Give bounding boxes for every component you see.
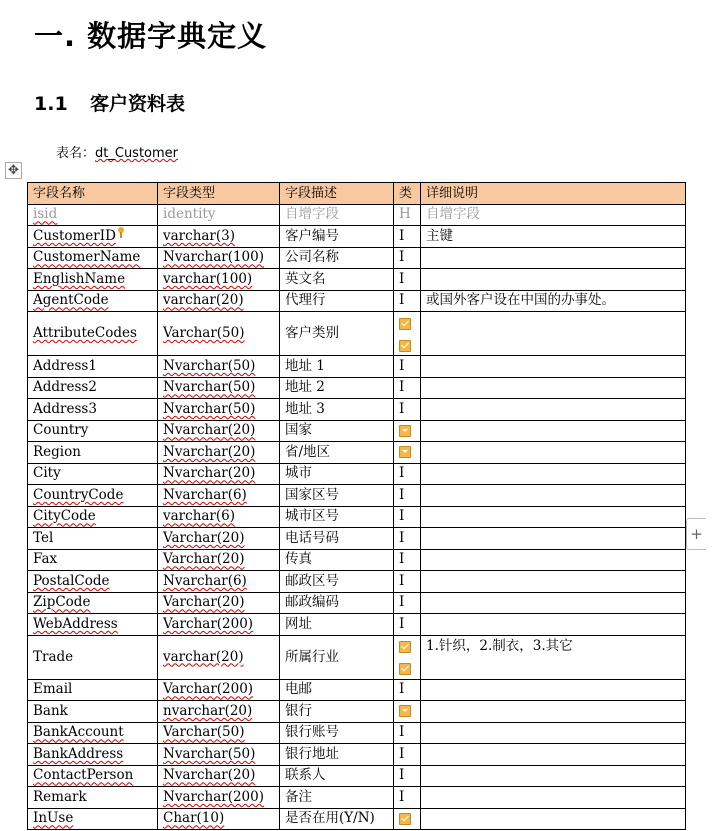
table-row bbox=[28, 787, 686, 809]
field-kind-cell bbox=[394, 356, 421, 378]
table-row bbox=[28, 226, 686, 248]
field-name-cell-text: CustomerID bbox=[33, 227, 116, 244]
field-type-cell bbox=[158, 442, 280, 464]
document-heading-1: 一. 数据字典定义 bbox=[34, 19, 268, 53]
field-name-cell-text: AgentCode bbox=[33, 292, 109, 309]
plus-icon[interactable]: + bbox=[686, 518, 706, 550]
field-type-cell bbox=[158, 290, 280, 312]
field-type-cell-text: Nvarchar(6) bbox=[163, 486, 247, 503]
field-name-cell bbox=[28, 420, 158, 442]
field-kind-text: I bbox=[399, 724, 405, 741]
field-type-cell-text: Nvarchar(20) bbox=[163, 767, 256, 784]
field-detail-cell bbox=[421, 808, 686, 830]
field-type-cell bbox=[158, 722, 280, 744]
field-name-cell-text: PostalCode bbox=[33, 572, 110, 589]
field-desc-cell-text: 银行地址 bbox=[285, 745, 339, 762]
field-desc-cell bbox=[280, 442, 394, 464]
field-desc-cell-text: 是否在用(Y/N) bbox=[285, 810, 375, 827]
field-detail-cell bbox=[421, 290, 686, 312]
field-kind-cell[interactable] bbox=[394, 312, 421, 356]
field-type-cell bbox=[158, 356, 280, 378]
field-desc-cell-text: 英文名 bbox=[285, 270, 326, 287]
field-detail-cell-text: 自增字段 bbox=[426, 206, 480, 223]
field-type-cell bbox=[158, 614, 280, 636]
field-desc-cell bbox=[280, 701, 394, 723]
field-kind-text: I bbox=[399, 529, 405, 546]
field-kind-cell bbox=[394, 377, 421, 399]
field-desc-cell-text: 电话号码 bbox=[285, 529, 339, 546]
field-name-cell-text: CountryCode bbox=[33, 486, 124, 503]
field-desc-cell-text: 国家 bbox=[285, 422, 312, 439]
field-kind-text: I bbox=[399, 227, 405, 244]
field-type-cell-text: Nvarchar(20) bbox=[163, 465, 256, 482]
field-kind-cell bbox=[394, 592, 421, 614]
field-name-cell bbox=[28, 635, 158, 679]
field-desc-cell-text: 公司名称 bbox=[285, 249, 339, 266]
field-name-cell bbox=[28, 787, 158, 809]
field-desc-cell-text: 地址 2 bbox=[285, 379, 325, 396]
field-name-cell-text: CityCode bbox=[33, 508, 96, 525]
field-name-cell-text: CustomerName bbox=[33, 249, 141, 266]
field-detail-cell bbox=[421, 485, 686, 507]
field-detail-cell bbox=[421, 744, 686, 766]
field-desc-cell bbox=[280, 247, 394, 269]
field-kind-text: I bbox=[399, 357, 405, 374]
field-kind-text: I bbox=[399, 508, 405, 525]
field-name-cell bbox=[28, 399, 158, 421]
field-desc-cell-text: 地址 1 bbox=[285, 357, 325, 374]
field-kind-text: I bbox=[399, 745, 405, 762]
field-name-cell bbox=[28, 247, 158, 269]
data-dictionary-table bbox=[27, 182, 686, 830]
field-name-cell bbox=[28, 290, 158, 312]
field-name-cell bbox=[28, 377, 158, 399]
field-detail-cell bbox=[421, 312, 686, 356]
field-type-cell-text: Nvarchar(50) bbox=[163, 357, 256, 374]
field-detail-cell bbox=[421, 787, 686, 809]
field-detail-cell bbox=[421, 679, 686, 701]
field-kind-cell[interactable] bbox=[394, 635, 421, 679]
field-type-cell-text: varchar(3) bbox=[163, 227, 236, 244]
table-row bbox=[28, 356, 686, 378]
table-name-line bbox=[56, 142, 178, 161]
field-desc-cell-text: 银行账号 bbox=[285, 724, 339, 741]
field-kind-text: I bbox=[399, 572, 405, 589]
field-desc-cell bbox=[280, 356, 394, 378]
field-detail-cell bbox=[421, 549, 686, 571]
field-desc-cell bbox=[280, 787, 394, 809]
field-name-cell bbox=[28, 571, 158, 593]
field-desc-cell bbox=[280, 722, 394, 744]
field-type-cell-text: nvarchar(20) bbox=[163, 702, 253, 719]
field-name-cell-text: WebAddress bbox=[33, 615, 118, 632]
field-kind-text: I bbox=[399, 249, 405, 266]
field-type-cell-text: Char(10) bbox=[163, 810, 225, 827]
field-detail-cell bbox=[421, 247, 686, 269]
field-desc-cell bbox=[280, 506, 394, 528]
field-desc-cell bbox=[280, 485, 394, 507]
table-row bbox=[28, 528, 686, 550]
checkbox-icon[interactable] bbox=[399, 340, 411, 352]
field-type-cell-text: Nvarchar(100) bbox=[163, 249, 264, 266]
field-kind-cell bbox=[394, 506, 421, 528]
field-detail-cell-text: 主键 bbox=[426, 227, 453, 244]
field-name-cell bbox=[28, 679, 158, 701]
field-type-cell-text: Nvarchar(20) bbox=[163, 443, 256, 460]
table-row bbox=[28, 420, 686, 442]
table-row bbox=[28, 312, 686, 356]
field-name-cell bbox=[28, 506, 158, 528]
table-name-label: 表名： bbox=[56, 146, 96, 161]
field-name-cell-text: Fax bbox=[33, 551, 58, 568]
field-name-cell-text: ZipCode bbox=[33, 594, 91, 611]
field-desc-cell bbox=[280, 549, 394, 571]
field-name-cell-text: isid bbox=[33, 206, 58, 223]
field-name-cell-text: InUse bbox=[33, 810, 74, 827]
field-desc-cell-text: 联系人 bbox=[285, 767, 326, 784]
field-kind-text: I bbox=[399, 551, 405, 568]
field-kind-cell bbox=[394, 399, 421, 421]
table-name-value: dt_Customer bbox=[95, 146, 179, 161]
field-kind-cell[interactable] bbox=[394, 701, 421, 723]
field-desc-cell bbox=[280, 290, 394, 312]
field-type-cell bbox=[158, 506, 280, 528]
section-number: 1.1 bbox=[34, 93, 68, 115]
field-detail-cell bbox=[421, 528, 686, 550]
field-desc-cell bbox=[280, 420, 394, 442]
column-header: 类 bbox=[394, 183, 421, 205]
dropdown-icon[interactable] bbox=[399, 425, 411, 437]
field-desc-cell bbox=[280, 679, 394, 701]
field-detail-cell bbox=[421, 506, 686, 528]
table-row bbox=[28, 290, 686, 312]
table-row bbox=[28, 701, 686, 723]
field-name-cell bbox=[28, 592, 158, 614]
table-row bbox=[28, 592, 686, 614]
field-detail-cell bbox=[421, 722, 686, 744]
field-type-cell-text: Varchar(200) bbox=[163, 681, 254, 698]
field-type-cell bbox=[158, 269, 280, 291]
field-detail-cell bbox=[421, 420, 686, 442]
field-kind-text: I bbox=[399, 615, 405, 632]
field-kind-text: I bbox=[399, 465, 405, 482]
field-type-cell-text: varchar(6) bbox=[163, 508, 236, 525]
field-name-cell bbox=[28, 722, 158, 744]
field-kind-cell bbox=[394, 269, 421, 291]
field-name-cell-text: Address3 bbox=[33, 400, 97, 417]
field-name-cell-text: BankAddress bbox=[33, 745, 124, 762]
field-desc-cell-text: 电邮 bbox=[285, 681, 312, 698]
field-desc-cell bbox=[280, 463, 394, 485]
table-row bbox=[28, 808, 686, 830]
field-type-cell bbox=[158, 635, 280, 679]
field-name-cell-text: Region bbox=[33, 443, 81, 460]
field-name-cell-text: EnglishName bbox=[33, 270, 126, 287]
table-row bbox=[28, 549, 686, 571]
table-row bbox=[28, 377, 686, 399]
field-type-cell bbox=[158, 787, 280, 809]
field-name-cell-text: AttributeCodes bbox=[33, 325, 137, 341]
checkbox-icon[interactable] bbox=[399, 663, 411, 675]
field-type-cell bbox=[158, 204, 280, 226]
field-kind-cell bbox=[394, 765, 421, 787]
field-name-cell bbox=[28, 356, 158, 378]
field-type-cell-text: Nvarchar(50) bbox=[163, 379, 256, 396]
field-desc-cell bbox=[280, 571, 394, 593]
field-name-cell bbox=[28, 701, 158, 723]
field-name-cell bbox=[28, 463, 158, 485]
field-kind-text: I bbox=[399, 788, 405, 805]
field-name-cell bbox=[28, 485, 158, 507]
table-row bbox=[28, 442, 686, 464]
field-type-cell-text: Nvarchar(20) bbox=[163, 422, 256, 439]
field-type-cell-text: Varchar(50) bbox=[163, 724, 245, 741]
dropdown-icon[interactable] bbox=[399, 705, 411, 717]
field-desc-cell-text: 城市 bbox=[285, 465, 312, 482]
field-desc-cell-text: 备注 bbox=[285, 788, 312, 805]
field-type-cell bbox=[158, 679, 280, 701]
field-desc-cell bbox=[280, 226, 394, 248]
field-type-cell-text: Varchar(20) bbox=[163, 529, 245, 546]
field-desc-cell bbox=[280, 528, 394, 550]
field-kind-cell bbox=[394, 679, 421, 701]
field-desc-cell-text: 邮政区号 bbox=[285, 572, 339, 589]
field-type-cell bbox=[158, 744, 280, 766]
table-row bbox=[28, 463, 686, 485]
field-kind-cell bbox=[394, 528, 421, 550]
field-kind-cell bbox=[394, 787, 421, 809]
field-kind-cell bbox=[394, 204, 421, 226]
field-kind-cell bbox=[394, 614, 421, 636]
table-row bbox=[28, 571, 686, 593]
field-kind-cell[interactable] bbox=[394, 420, 421, 442]
field-name-cell bbox=[28, 204, 158, 226]
field-desc-cell bbox=[280, 744, 394, 766]
field-desc-cell bbox=[280, 614, 394, 636]
field-detail-cell bbox=[421, 377, 686, 399]
field-type-cell bbox=[158, 701, 280, 723]
table-row bbox=[28, 722, 686, 744]
field-type-cell-text: Varchar(50) bbox=[163, 325, 245, 341]
field-name-cell bbox=[28, 614, 158, 636]
field-type-cell bbox=[158, 808, 280, 830]
field-type-cell-text: Nvarchar(6) bbox=[163, 572, 247, 589]
field-detail-cell bbox=[421, 356, 686, 378]
field-type-cell bbox=[158, 571, 280, 593]
field-kind-cell bbox=[394, 290, 421, 312]
field-name-cell-text: Trade bbox=[33, 648, 74, 665]
field-type-cell bbox=[158, 377, 280, 399]
table-row bbox=[28, 765, 686, 787]
table-row bbox=[28, 635, 686, 679]
field-detail-cell bbox=[421, 269, 686, 291]
field-desc-cell-text: 客户类别 bbox=[285, 325, 339, 341]
field-desc-cell-text: 传真 bbox=[285, 551, 312, 568]
field-name-cell bbox=[28, 442, 158, 464]
field-kind-text: I bbox=[399, 270, 405, 287]
field-name-cell-text: City bbox=[33, 465, 61, 482]
field-kind-text: H bbox=[399, 206, 411, 223]
field-kind-cell bbox=[394, 549, 421, 571]
field-name-cell bbox=[28, 549, 158, 571]
field-kind-text: I bbox=[399, 767, 405, 784]
field-type-cell bbox=[158, 463, 280, 485]
field-type-cell bbox=[158, 247, 280, 269]
field-type-cell bbox=[158, 399, 280, 421]
field-kind-cell bbox=[394, 722, 421, 744]
field-type-cell-text: Varchar(20) bbox=[163, 594, 245, 611]
field-type-cell-text: varchar(100) bbox=[163, 270, 253, 287]
field-name-cell-text: BankAccount bbox=[33, 724, 124, 741]
field-desc-cell-text: 省/地区 bbox=[285, 443, 331, 460]
section-heading bbox=[34, 89, 185, 116]
field-desc-cell-text: 代理行 bbox=[285, 292, 326, 309]
field-desc-cell bbox=[280, 592, 394, 614]
table-row bbox=[28, 247, 686, 269]
field-kind-text: I bbox=[399, 594, 405, 611]
field-type-cell-text: varchar(20) bbox=[163, 648, 244, 665]
field-desc-cell bbox=[280, 765, 394, 787]
field-detail-cell bbox=[421, 571, 686, 593]
field-type-cell bbox=[158, 592, 280, 614]
field-name-cell bbox=[28, 744, 158, 766]
field-desc-cell bbox=[280, 399, 394, 421]
table-row bbox=[28, 204, 686, 226]
field-desc-cell-text: 国家区号 bbox=[285, 486, 339, 503]
field-name-cell-text: Address1 bbox=[33, 357, 97, 374]
field-detail-cell bbox=[421, 701, 686, 723]
field-type-cell bbox=[158, 312, 280, 356]
field-kind-cell[interactable] bbox=[394, 442, 421, 464]
section-title: 客户资料表 bbox=[90, 93, 186, 115]
field-detail-cell bbox=[421, 204, 686, 226]
field-kind-cell bbox=[394, 247, 421, 269]
table-header-row bbox=[28, 183, 686, 205]
field-kind-text: I bbox=[399, 292, 405, 309]
field-name-cell bbox=[28, 226, 158, 248]
field-type-cell-text: Nvarchar(50) bbox=[163, 400, 256, 417]
field-desc-cell-text: 银行 bbox=[285, 702, 312, 719]
field-desc-cell-text: 城市区号 bbox=[285, 508, 339, 525]
field-type-cell bbox=[158, 420, 280, 442]
move-arrows-icon[interactable]: ✥ bbox=[5, 162, 22, 179]
checkbox-icon[interactable] bbox=[399, 318, 411, 330]
field-desc-cell-text: 地址 3 bbox=[285, 400, 325, 417]
field-kind-cell bbox=[394, 571, 421, 593]
field-name-cell-text: Tel bbox=[33, 529, 54, 546]
field-name-cell bbox=[28, 528, 158, 550]
field-type-cell bbox=[158, 528, 280, 550]
field-kind-cell[interactable] bbox=[394, 808, 421, 830]
field-desc-cell-text: 邮政编码 bbox=[285, 594, 339, 611]
field-desc-cell bbox=[280, 808, 394, 830]
table-row bbox=[28, 485, 686, 507]
field-desc-cell bbox=[280, 269, 394, 291]
field-desc-cell bbox=[280, 204, 394, 226]
column-header: 字段类型 bbox=[158, 183, 280, 205]
field-type-cell bbox=[158, 549, 280, 571]
field-kind-text: I bbox=[399, 681, 405, 698]
column-header: 详细说明 bbox=[421, 183, 686, 205]
field-detail-cell-text: 1.针织，2.制衣，3.其它 bbox=[426, 637, 573, 654]
table-row bbox=[28, 506, 686, 528]
field-type-cell-text: Nvarchar(200) bbox=[163, 788, 264, 805]
table-row bbox=[28, 399, 686, 421]
table-row bbox=[28, 679, 686, 701]
field-desc-cell-text: 客户编号 bbox=[285, 227, 339, 244]
field-type-cell bbox=[158, 485, 280, 507]
field-name-cell-text: Bank bbox=[33, 702, 68, 719]
table-row bbox=[28, 744, 686, 766]
table-row bbox=[28, 269, 686, 291]
checkbox-icon[interactable] bbox=[399, 641, 411, 653]
field-kind-cell bbox=[394, 485, 421, 507]
column-header: 字段描述 bbox=[280, 183, 394, 205]
field-desc-cell-text: 自增字段 bbox=[285, 206, 339, 223]
field-name-cell bbox=[28, 808, 158, 830]
column-header: 字段名称 bbox=[28, 183, 158, 205]
field-kind-cell bbox=[394, 463, 421, 485]
checkbox-icon[interactable] bbox=[399, 813, 411, 825]
field-type-cell-text: Varchar(200) bbox=[163, 615, 254, 632]
field-detail-cell bbox=[421, 442, 686, 464]
field-desc-cell-text: 所属行业 bbox=[285, 648, 339, 665]
field-detail-cell bbox=[421, 226, 686, 248]
field-kind-cell bbox=[394, 226, 421, 248]
field-type-cell-text: varchar(20) bbox=[163, 292, 244, 309]
dropdown-icon[interactable] bbox=[399, 446, 411, 458]
field-name-cell bbox=[28, 269, 158, 291]
field-detail-cell-text: 或国外客户设在中国的办事处。 bbox=[426, 292, 615, 309]
field-kind-text: I bbox=[399, 400, 405, 417]
field-detail-cell bbox=[421, 399, 686, 421]
field-name-cell-text: Remark bbox=[33, 788, 87, 805]
field-kind-text: I bbox=[399, 379, 405, 396]
field-detail-cell bbox=[421, 614, 686, 636]
field-type-cell-text: identity bbox=[163, 206, 216, 223]
field-desc-cell-text: 网址 bbox=[285, 615, 312, 632]
field-type-cell-text: Varchar(20) bbox=[163, 551, 245, 568]
field-detail-cell bbox=[421, 592, 686, 614]
field-desc-cell bbox=[280, 377, 394, 399]
field-detail-cell bbox=[421, 463, 686, 485]
field-desc-cell bbox=[280, 312, 394, 356]
field-type-cell bbox=[158, 765, 280, 787]
field-name-cell-text: Address2 bbox=[33, 379, 97, 396]
key-icon bbox=[117, 227, 125, 238]
field-detail-cell bbox=[421, 635, 686, 679]
field-type-cell bbox=[158, 226, 280, 248]
field-name-cell-text: Email bbox=[33, 681, 73, 698]
field-name-cell-text: Country bbox=[33, 422, 89, 439]
field-type-cell-text: Nvarchar(50) bbox=[163, 745, 256, 762]
table-row bbox=[28, 614, 686, 636]
field-name-cell-text: ContactPerson bbox=[33, 767, 134, 784]
field-desc-cell bbox=[280, 635, 394, 679]
field-name-cell bbox=[28, 312, 158, 356]
field-detail-cell bbox=[421, 765, 686, 787]
field-name-cell bbox=[28, 765, 158, 787]
field-kind-cell bbox=[394, 744, 421, 766]
field-kind-text: I bbox=[399, 486, 405, 503]
